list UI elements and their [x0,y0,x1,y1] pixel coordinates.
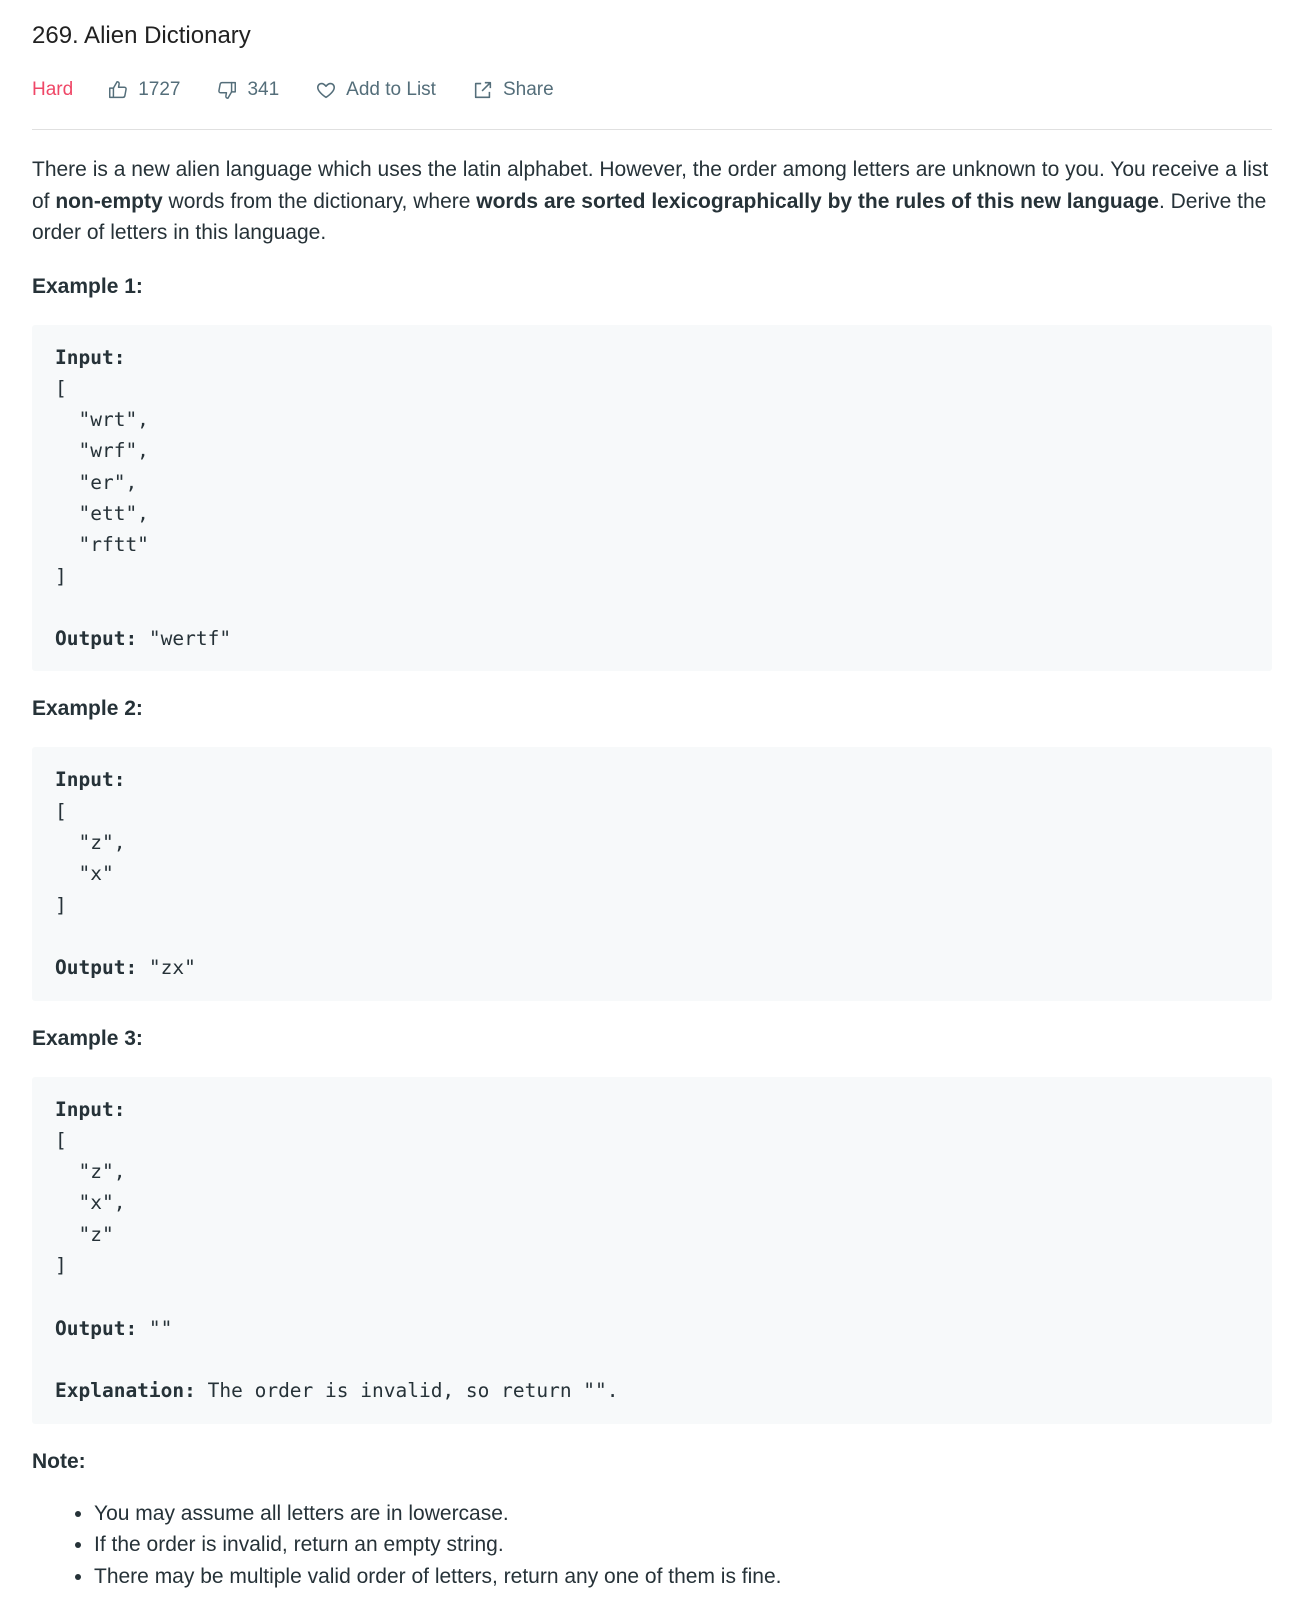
problem-description [32,154,1272,249]
output-value: "wertf" [137,627,232,651]
note-item: • You may assume all letters are in lowercase. [94,1498,1272,1530]
code-line: "x", [55,1191,126,1215]
problem-meta-bar [32,70,1272,110]
code-line: ] [55,564,67,588]
output-value: "zx" [137,956,196,980]
code-line: ] [55,1254,67,1278]
example-1-code-block [32,325,1272,672]
heart-icon [315,79,337,101]
code-line: "er", [55,470,138,494]
like-count: 1727 [138,79,181,100]
code-line: "x" [55,862,114,886]
example-3-code-block [32,1077,1272,1424]
description-text: words from the dictionary, where [162,189,477,213]
description-text: . Derive the order of letters in this language. [32,189,1267,244]
output-label: Output: [55,627,138,651]
note-item: • There may be multiple valid order of letters, return any one of them is fine. [94,1561,1272,1593]
code-line: [ [55,1128,67,1152]
add-to-list-button[interactable] [315,79,436,101]
example-3-title: Example 3: [32,1026,143,1050]
note-list [32,1498,1272,1593]
explanation-label: Explanation: [55,1379,196,1403]
code-line: "z", [55,831,126,855]
like-button[interactable] [107,79,180,101]
code-line: "ett", [55,501,149,525]
note-title: Note: [32,1449,86,1473]
thumbs-up-icon [107,79,129,101]
example-2-title: Example 2: [32,697,143,721]
output-label: Output: [55,1316,138,1340]
dislike-count: 341 [247,79,280,100]
code-line: [ [55,799,67,823]
share-button[interactable] [472,79,554,101]
thumbs-down-icon [216,79,238,101]
share-label: Share [502,79,554,100]
input-label: Input: [55,1097,126,1121]
description-bold: non-empty [55,189,163,213]
code-line: "z", [55,1160,126,1184]
code-line: "wrt", [55,408,149,432]
explanation-value: The order is invalid, so return "". [195,1379,619,1403]
description-text: There is a new alien language which uses the latin alphabet. However, the order among letters are unknown to you. You receive a list of [32,158,1269,213]
add-to-list-label: Add to List [346,79,436,100]
divider [32,129,1272,130]
code-line: "wrf", [55,439,149,463]
problem-title: 269. Alien Dictionary [32,22,251,49]
note-item: • If the order is invalid, return an empty string. [94,1529,1272,1561]
description-bold: words are sorted lexicographically by the rules of this new language [476,189,1159,213]
code-line: [ [55,376,67,400]
output-label: Output: [55,956,138,980]
output-value: "" [137,1316,173,1340]
code-line: "rftt" [55,533,149,557]
share-icon [472,79,494,101]
example-1-title: Example 1: [32,274,143,298]
code-line: ] [55,893,67,917]
code-line: "z" [55,1222,114,1246]
input-label: Input: [55,345,126,369]
input-label: Input: [55,768,126,792]
example-2-code-block [32,747,1272,1000]
difficulty-badge: Hard [32,79,74,100]
dislike-button[interactable] [216,79,279,101]
